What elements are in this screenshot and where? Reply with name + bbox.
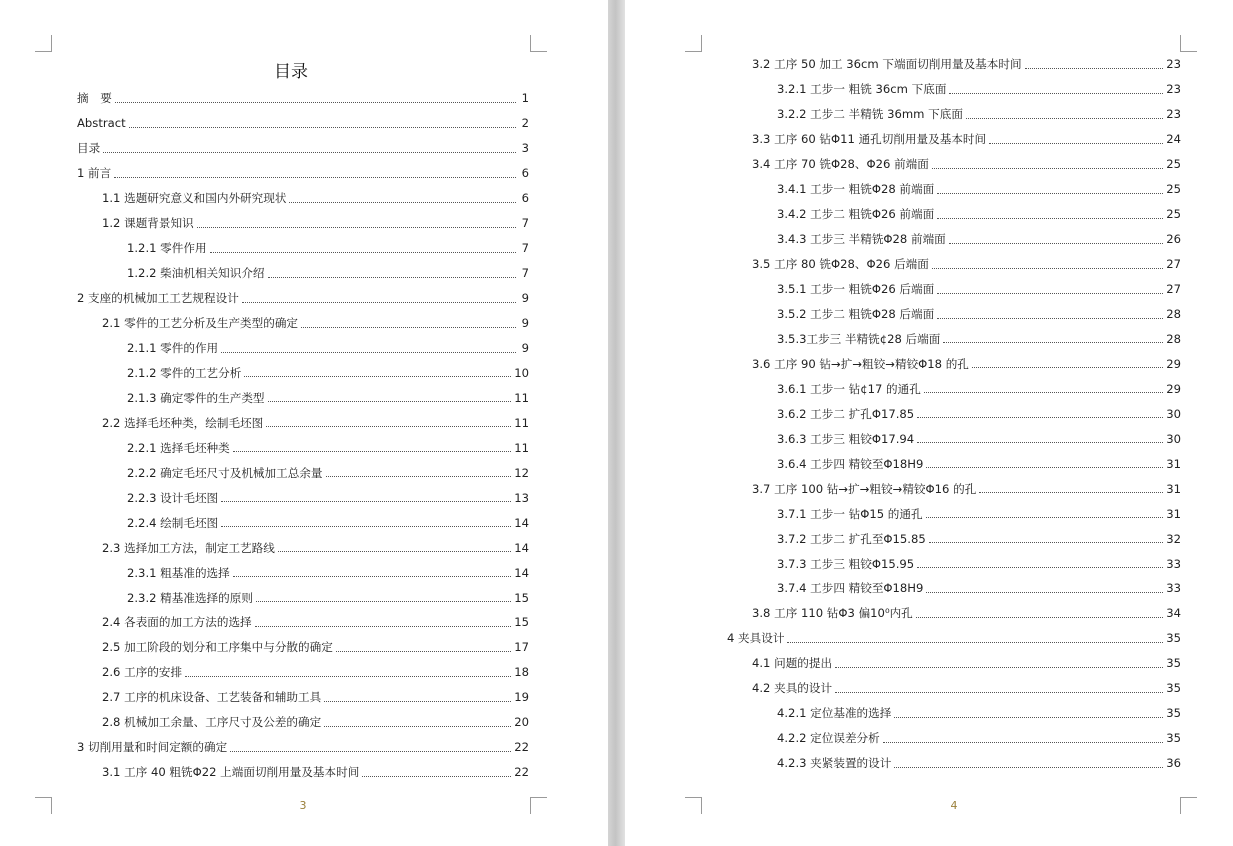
toc-entry[interactable]: [727, 252, 1181, 277]
toc-dot-leader: [949, 233, 1163, 244]
toc-dot-leader: [242, 292, 516, 303]
toc-entry[interactable]: [727, 52, 1181, 77]
crop-mark-top-right: [530, 35, 547, 52]
toc-entry[interactable]: [77, 460, 529, 485]
toc-entry-page-number: 35: [1166, 731, 1181, 746]
toc-dot-leader: [210, 242, 516, 253]
toc-dot-leader: [114, 167, 516, 178]
toc-dot-leader: [129, 117, 516, 128]
toc-entry-title: 3.5.3工步三 半精铣¢28 后端面: [777, 331, 941, 346]
toc-entry-title: 2.2.4 绘制毛坯图: [127, 515, 219, 530]
crop-mark-bottom-right: [530, 797, 547, 814]
crop-mark-top-left: [685, 35, 702, 52]
toc-entry[interactable]: [727, 651, 1181, 676]
toc-entry-title: 3.5 工序 80 铣Φ28、Φ26 后端面: [752, 257, 929, 272]
toc-entry-title: 2.1.3 确定零件的生产类型: [127, 390, 265, 405]
toc-entry-title: 2 支座的机械加工工艺规程设计: [77, 291, 239, 306]
toc-dot-leader: [197, 217, 516, 228]
toc-dot-leader: [278, 541, 511, 552]
toc-entry-page-number: 35: [1166, 631, 1181, 646]
toc-entry[interactable]: [77, 485, 529, 510]
toc-dot-leader: [1025, 58, 1164, 69]
toc-entry-title: 2.7 工序的机床设备、工艺装备和辅助工具: [102, 690, 322, 705]
toc-entry[interactable]: [77, 236, 529, 261]
toc-entry-title: 1.1 选题研究意义和国内外研究现状: [102, 191, 287, 206]
toc-entry[interactable]: [727, 526, 1181, 551]
toc-dot-leader: [926, 582, 1163, 593]
toc-entry-page-number: 11: [514, 440, 529, 455]
toc-dot-leader: [266, 416, 511, 427]
toc-entry-page-number: 33: [1166, 581, 1181, 596]
toc-entry-page-number: 33: [1166, 556, 1181, 571]
toc-entry-page-number: 10: [514, 365, 529, 380]
toc-entry-title: 2.8 机械加工余量、工序尺寸及公差的确定: [102, 715, 322, 730]
toc-entry-page-number: 3: [521, 141, 529, 156]
toc-entry-title: Abstract: [77, 116, 126, 131]
toc-dot-leader: [230, 741, 511, 752]
toc-dot-leader: [916, 607, 1163, 618]
toc-entry-page-number: 31: [1166, 456, 1181, 471]
toc-entry-title: 3.6.3 工步三 粗铰Φ17.94: [777, 431, 915, 446]
toc-entry-page-number: 17: [514, 640, 529, 655]
page-number: 4: [950, 799, 958, 812]
toc-dot-leader: [301, 317, 516, 328]
toc-entry[interactable]: [77, 535, 529, 560]
toc-entry[interactable]: [727, 202, 1181, 227]
toc-entry[interactable]: [77, 86, 529, 111]
toc-entry-page-number: 14: [514, 565, 529, 580]
toc-entry[interactable]: [77, 585, 529, 610]
right-document-page: [625, 0, 1233, 846]
toc-entry-title: 3.2.1 工步一 粗铣 36cm 下底面: [777, 82, 947, 97]
toc-dot-leader: [324, 716, 511, 727]
toc-dot-leader: [835, 657, 1163, 668]
toc-entry-title: 2.2.2 确定毛坯尺寸及机械加工总余量: [127, 465, 323, 480]
toc-entry-title: 4.2.2 定位误差分析: [777, 731, 880, 746]
toc-entry-title: 3.5.2 工步二 粗铣Φ28 后端面: [777, 307, 935, 321]
toc-dot-leader: [943, 332, 1163, 343]
toc-dot-leader: [324, 691, 511, 702]
toc-dot-leader: [929, 532, 1163, 543]
toc-entry-title: 1.2.2 柴油机相关知识介绍: [127, 266, 265, 281]
toc-entry-page-number: 23: [1166, 107, 1181, 122]
toc-dot-leader: [268, 391, 512, 402]
toc-entry[interactable]: [727, 601, 1181, 626]
toc-entry[interactable]: [727, 476, 1181, 501]
toc-entry[interactable]: [77, 560, 529, 585]
toc-entry-title: 2.3.1 粗基准的选择: [127, 565, 230, 580]
toc-entry[interactable]: [77, 261, 529, 286]
toc-dot-leader: [989, 133, 1163, 144]
toc-entry-title: 2.2.1 选择毛坯种类: [127, 440, 230, 455]
toc-entry-page-number: 35: [1166, 706, 1181, 721]
toc-dot-leader: [926, 507, 1164, 518]
toc-entry-page-number: 1: [521, 91, 529, 106]
crop-mark-bottom-right: [1180, 797, 1197, 814]
toc-dot-leader: [835, 682, 1163, 693]
toc-entry-title: 4 夹具设计: [727, 631, 785, 646]
toc-entry-page-number: 30: [1166, 431, 1181, 446]
toc-entry[interactable]: [77, 660, 529, 685]
toc-entry-page-number: 30: [1166, 406, 1181, 421]
toc-entry-title: 3.6 工序 90 钻→扩→粗铰→精铰Φ18 的孔: [752, 356, 969, 371]
toc-list-right: [727, 52, 1181, 776]
toc-entry[interactable]: [727, 77, 1181, 102]
toc-dot-leader: [289, 192, 516, 203]
toc-entry[interactable]: [727, 551, 1181, 576]
toc-entry-page-number: 9: [521, 341, 529, 355]
toc-entry[interactable]: [727, 576, 1181, 601]
toc-entry-title: 3.5.1 工步一 粗铣Φ26 后端面: [777, 282, 935, 297]
toc-entry-title: 1.2 课题背景知识: [102, 216, 194, 231]
toc-entry-title: 3.6.2 工步二 扩孔Φ17.85: [777, 406, 915, 421]
toc-dot-leader: [937, 308, 1163, 319]
toc-entry-title: 3.3 工序 60 钻Φ11 通孔切削用量及基本时间: [752, 132, 987, 147]
toc-entry-page-number: 19: [514, 690, 529, 705]
toc-entry-page-number: 35: [1166, 656, 1181, 671]
toc-list-left: [77, 86, 529, 785]
toc-entry-page-number: 15: [514, 590, 529, 605]
toc-dot-leader: [115, 92, 516, 103]
toc-dot-leader: [883, 732, 1163, 743]
toc-entry[interactable]: [727, 751, 1181, 776]
toc-entry-page-number: 6: [521, 191, 529, 206]
crop-mark-bottom-left: [35, 797, 52, 814]
toc-entry[interactable]: [77, 111, 529, 136]
toc-entry-title: 2.2 选择毛坯种类，绘制毛坯图: [102, 415, 264, 430]
toc-entry-title: 目录: [77, 141, 101, 156]
toc-entry-page-number: 7: [521, 216, 529, 231]
toc-entry-page-number: 13: [514, 490, 529, 505]
toc-entry-page-number: 7: [521, 241, 529, 256]
page-number: 3: [299, 799, 307, 812]
toc-entry[interactable]: [727, 277, 1181, 302]
toc-entry[interactable]: [727, 726, 1181, 751]
toc-entry[interactable]: [727, 351, 1181, 376]
toc-dot-leader: [185, 666, 511, 677]
toc-entry-page-number: 27: [1166, 257, 1181, 272]
toc-entry-page-number: 34: [1166, 606, 1181, 621]
toc-entry[interactable]: [77, 635, 529, 660]
toc-entry-title: 1 前言: [77, 166, 112, 181]
toc-entry-title: 3.4 工序 70 铣Φ28、Φ26 前端面: [752, 157, 929, 172]
toc-entry-title: 2.1.2 零件的工艺分析: [127, 365, 242, 380]
toc-entry-page-number: 18: [514, 665, 529, 680]
toc-entry-page-number: 26: [1166, 232, 1181, 247]
toc-entry[interactable]: [727, 227, 1181, 252]
toc-entry[interactable]: [77, 510, 529, 535]
toc-entry-title: 3.7 工序 100 钻→扩→粗铰→精铰Φ16 的孔: [752, 481, 977, 496]
toc-entry-page-number: 28: [1166, 307, 1181, 321]
toc-entry[interactable]: [77, 186, 529, 211]
toc-entry-page-number: 2: [521, 116, 529, 131]
toc-title: 目录: [274, 62, 308, 82]
toc-dot-leader: [937, 183, 1163, 194]
toc-dot-leader: [336, 641, 511, 652]
page-gutter: [608, 0, 625, 846]
toc-dot-leader: [233, 441, 511, 452]
toc-entry-title: 3.7.3 工步三 粗铰Φ15.95: [777, 556, 915, 571]
toc-entry-page-number: 31: [1166, 481, 1181, 496]
toc-dot-leader: [932, 258, 1163, 269]
toc-entry[interactable]: [727, 626, 1181, 651]
toc-entry-page-number: 27: [1166, 282, 1181, 297]
toc-entry-page-number: 9: [521, 316, 529, 331]
toc-dot-leader: [221, 516, 511, 527]
toc-entry-page-number: 15: [514, 615, 529, 630]
toc-entry[interactable]: [727, 676, 1181, 701]
toc-dot-leader: [362, 766, 511, 777]
toc-entry-title: 4.2.1 定位基准的选择: [777, 706, 892, 721]
toc-entry[interactable]: [77, 211, 529, 236]
toc-entry[interactable]: [77, 385, 529, 410]
toc-entry-page-number: 12: [514, 465, 529, 480]
toc-entry-title: 2.1.1 零件的作用: [127, 341, 219, 355]
toc-entry-page-number: 22: [514, 740, 529, 755]
toc-entry[interactable]: [727, 177, 1181, 202]
toc-entry[interactable]: [77, 136, 529, 161]
toc-dot-leader: [268, 267, 516, 278]
toc-entry[interactable]: [727, 102, 1181, 127]
toc-dot-leader: [926, 457, 1163, 468]
crop-mark-top-right: [1180, 35, 1197, 52]
toc-dot-leader: [979, 482, 1163, 493]
toc-entry-title: 3.7.2 工步二 扩孔至Φ15.85: [777, 531, 926, 546]
toc-entry[interactable]: [77, 710, 529, 735]
toc-entry[interactable]: [727, 401, 1181, 426]
toc-entry-title: 2.2.3 设计毛坯图: [127, 490, 219, 505]
toc-dot-leader: [917, 407, 1163, 418]
toc-entry[interactable]: [77, 410, 529, 435]
toc-dot-leader: [966, 108, 1163, 119]
toc-entry-page-number: 23: [1166, 57, 1181, 72]
toc-dot-leader: [255, 616, 512, 627]
toc-entry-title: 2.3.2 精基准选择的原则: [127, 590, 253, 605]
toc-entry-title: 3.6.4 工步四 精铰至Φ18H9: [777, 456, 924, 471]
toc-entry-page-number: 23: [1166, 82, 1181, 97]
toc-entry-title: 3.2 工序 50 加工 36cm 下端面切削用量及基本时间: [752, 57, 1022, 72]
toc-entry-title: 3.8 工序 110 钻Φ3 偏10⁰内孔: [752, 606, 913, 621]
toc-dot-leader: [103, 142, 516, 153]
toc-entry[interactable]: [727, 426, 1181, 451]
toc-dot-leader: [937, 283, 1163, 294]
toc-entry-title: 摘 要: [77, 91, 112, 106]
toc-entry-page-number: 11: [514, 390, 529, 405]
toc-entry-page-number: 35: [1166, 681, 1181, 696]
toc-dot-leader: [932, 158, 1163, 169]
toc-entry-page-number: 7: [521, 266, 529, 281]
toc-entry-page-number: 6: [521, 166, 529, 181]
toc-entry[interactable]: [77, 735, 529, 760]
toc-entry-title: 2.3 选择加工方法，制定工艺路线: [102, 540, 275, 555]
toc-entry[interactable]: [727, 152, 1181, 177]
toc-entry-page-number: 25: [1166, 207, 1181, 222]
toc-entry-title: 4.2.3 夹紧装置的设计: [777, 756, 892, 771]
crop-mark-bottom-left: [685, 797, 702, 814]
toc-entry[interactable]: [727, 501, 1181, 526]
toc-dot-leader: [221, 342, 516, 353]
toc-entry-title: 3.1 工序 40 粗铣Φ22 上端面切削用量及基本时间: [102, 765, 360, 780]
toc-entry[interactable]: [77, 610, 529, 635]
crop-mark-top-left: [35, 35, 52, 52]
toc-dot-leader: [244, 366, 511, 377]
toc-entry[interactable]: [727, 376, 1181, 401]
toc-dot-leader: [917, 432, 1163, 443]
toc-entry-page-number: 14: [514, 515, 529, 530]
toc-entry-page-number: 32: [1166, 531, 1181, 546]
toc-entry-title: 2.5 加工阶段的划分和工序集中与分散的确定: [102, 640, 333, 655]
toc-entry-page-number: 11: [514, 415, 529, 430]
toc-entry-title: 4.2 夹具的设计: [752, 681, 833, 696]
toc-entry[interactable]: [77, 760, 529, 785]
toc-dot-leader: [894, 707, 1163, 718]
toc-entry-title: 2.4 各表面的加工方法的选择: [102, 615, 252, 630]
toc-entry[interactable]: [77, 336, 529, 361]
toc-entry-page-number: 31: [1166, 506, 1181, 521]
toc-entry-title: 3 切削用量和时间定额的确定: [77, 740, 228, 755]
toc-entry[interactable]: [77, 685, 529, 710]
toc-dot-leader: [221, 491, 511, 502]
toc-entry-title: 3.7.1 工步一 钻Φ15 的通孔: [777, 506, 923, 521]
toc-dot-leader: [256, 591, 511, 602]
toc-entry-page-number: 36: [1166, 756, 1181, 771]
toc-dot-leader: [894, 757, 1163, 768]
toc-entry[interactable]: [77, 286, 529, 311]
toc-entry-title: 2.6 工序的安排: [102, 665, 183, 680]
toc-entry[interactable]: [77, 360, 529, 385]
toc-entry-page-number: 20: [514, 715, 529, 730]
toc-entry-page-number: 29: [1166, 381, 1181, 396]
toc-dot-leader: [924, 382, 1163, 393]
toc-entry[interactable]: [77, 311, 529, 336]
toc-entry-page-number: 25: [1166, 182, 1181, 197]
toc-dot-leader: [233, 566, 511, 577]
toc-dot-leader: [937, 208, 1163, 219]
toc-entry-title: 3.4.3 工步三 半精铣Φ28 前端面: [777, 232, 946, 247]
toc-entry-page-number: 28: [1166, 331, 1181, 346]
toc-dot-leader: [326, 466, 512, 477]
toc-entry-page-number: 22: [514, 765, 529, 780]
toc-entry-page-number: 24: [1166, 132, 1181, 147]
toc-dot-leader: [917, 557, 1163, 568]
toc-entry[interactable]: [727, 326, 1181, 351]
left-document-page: [0, 0, 608, 846]
toc-entry[interactable]: [727, 127, 1181, 152]
toc-entry-title: 3.4.2 工步二 粗铣Φ26 前端面: [777, 207, 935, 222]
toc-entry-page-number: 25: [1166, 157, 1181, 172]
toc-entry-title: 1.2.1 零件作用: [127, 241, 207, 256]
toc-entry[interactable]: [77, 161, 529, 186]
toc-entry-page-number: 14: [514, 540, 529, 555]
toc-entry-title: 3.6.1 工步一 钻¢17 的通孔: [777, 381, 921, 396]
toc-entry-page-number: 29: [1166, 356, 1181, 371]
toc-entry[interactable]: [727, 701, 1181, 726]
toc-entry-page-number: 9: [521, 291, 529, 306]
toc-dot-leader: [949, 83, 1163, 94]
toc-entry[interactable]: [727, 302, 1181, 327]
toc-entry-title: 4.1 问题的提出: [752, 656, 833, 671]
toc-entry-title: 3.4.1 工步一 粗铣Φ28 前端面: [777, 182, 935, 197]
toc-entry-title: 3.7.4 工步四 精铰至Φ18H9: [777, 581, 924, 596]
toc-entry[interactable]: [77, 435, 529, 460]
toc-entry[interactable]: [727, 451, 1181, 476]
toc-entry-title: 3.2.2 工步二 半精铣 36mm 下底面: [777, 107, 963, 122]
toc-entry-title: 2.1 零件的工艺分析及生产类型的确定: [102, 316, 299, 331]
toc-dot-leader: [972, 357, 1163, 368]
toc-dot-leader: [787, 632, 1163, 643]
